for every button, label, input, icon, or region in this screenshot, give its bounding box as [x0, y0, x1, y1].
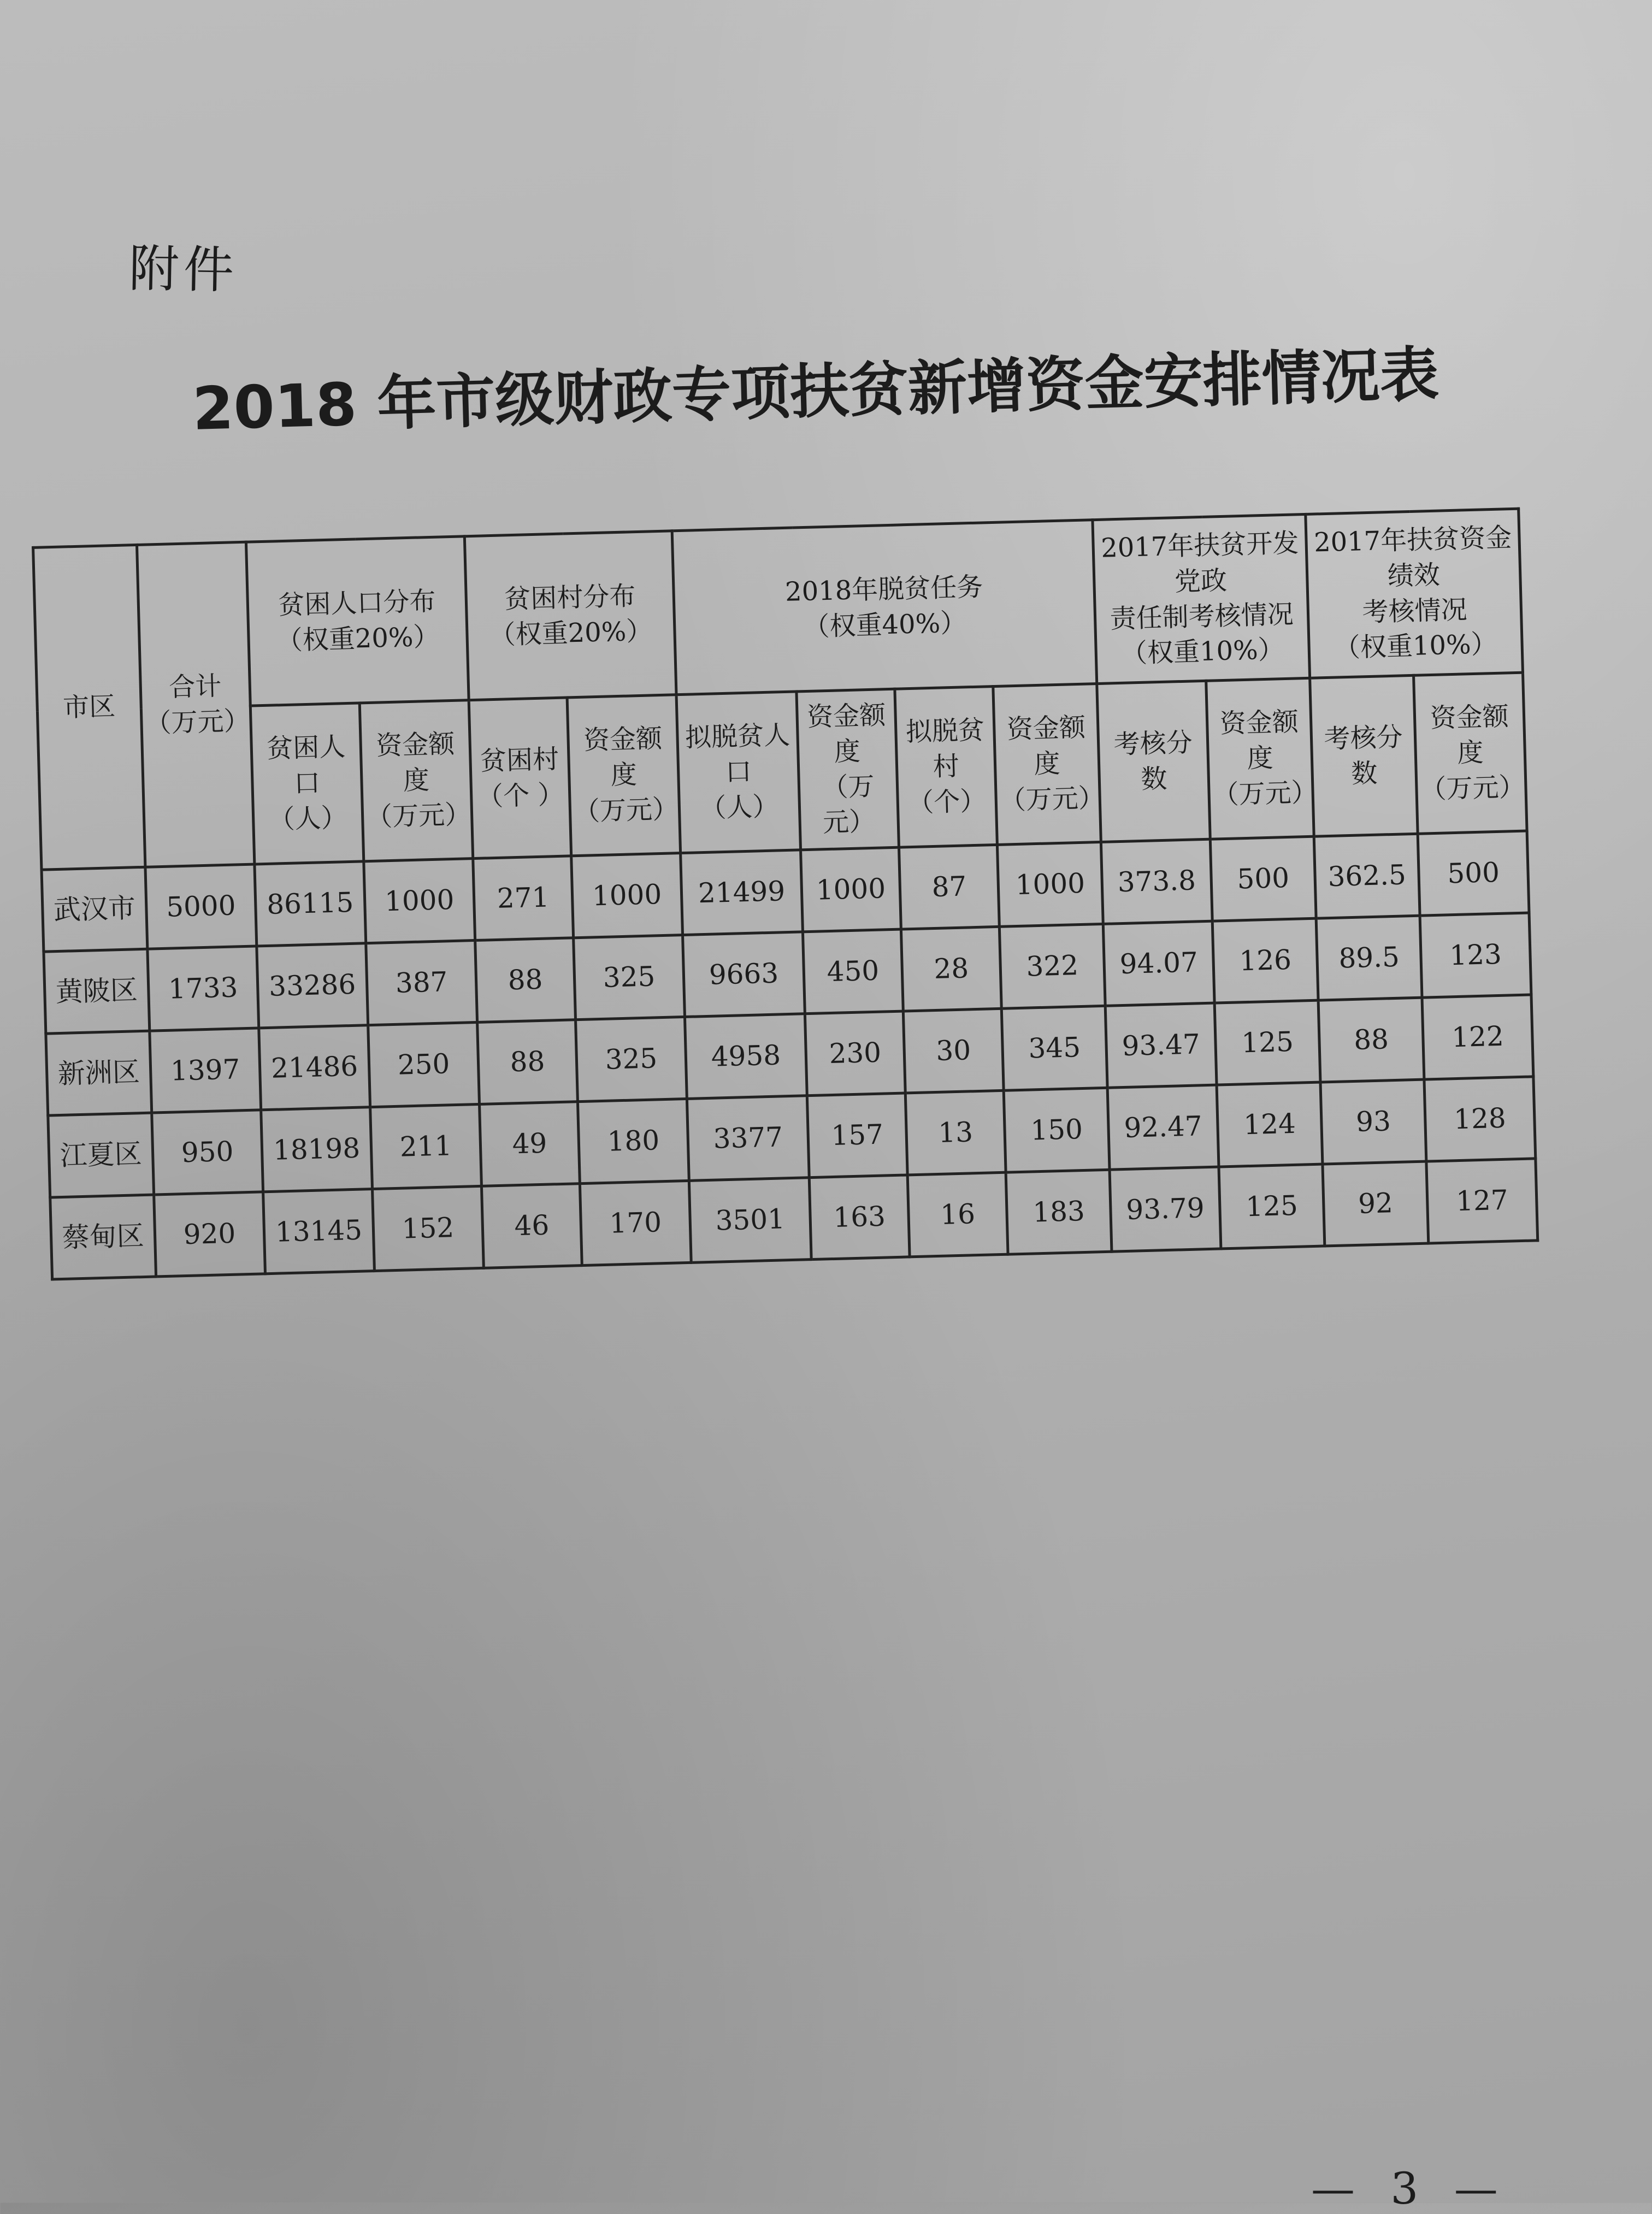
table-cell: 1733 — [148, 946, 259, 1031]
table-cell: 13145 — [263, 1189, 375, 1274]
table-cell: 325 — [576, 1017, 687, 1102]
table-cell: 122 — [1422, 995, 1533, 1079]
header-sub: 资金额度 （万元） — [567, 695, 681, 856]
table-cell: 123 — [1420, 913, 1531, 997]
table-cell: 157 — [807, 1093, 907, 1178]
table-cell: 950 — [152, 1110, 263, 1195]
table-cell: 49 — [480, 1102, 580, 1186]
header-sub: 考核分数 — [1097, 681, 1211, 842]
table-cell: 170 — [580, 1180, 691, 1265]
table-cell: 183 — [1006, 1170, 1112, 1254]
table-cell: 163 — [809, 1175, 910, 1260]
table-cell: 3501 — [689, 1178, 811, 1263]
table-cell: 387 — [366, 940, 477, 1025]
table-cell: 4958 — [685, 1014, 807, 1099]
header-total — [137, 542, 254, 867]
table-cell: 江夏区 — [48, 1113, 154, 1197]
header-sub: 拟脱贫村 （个） — [895, 687, 998, 848]
header-sub: 考核分数 — [1310, 675, 1418, 836]
table-cell: 18198 — [261, 1107, 373, 1192]
header-group-villages-label: 贫困村分布 （权重20%） — [488, 580, 653, 651]
table-cell: 345 — [1001, 1006, 1107, 1090]
table-cell: 3377 — [687, 1096, 809, 1181]
table-cell: 150 — [1004, 1088, 1110, 1172]
header-group-party-label: 2017年扶贫开发党政 责任制考核情况 （权重10%） — [1100, 528, 1300, 670]
table-cell: 1000 — [997, 842, 1103, 926]
table-cell: 362.5 — [1314, 834, 1420, 918]
table-cell: 21499 — [681, 850, 803, 935]
header-sub: 资金额度 （万元） — [1414, 672, 1527, 834]
table-cell: 126 — [1212, 918, 1318, 1003]
table-cell: 30 — [903, 1008, 1004, 1093]
header-sub: 资金额度 （万元） — [1206, 678, 1314, 839]
table-cell: 86115 — [255, 861, 366, 946]
table-cell: 92.47 — [1107, 1085, 1219, 1170]
table-cell: 325 — [574, 935, 685, 1020]
table-cell: 94.07 — [1103, 921, 1214, 1006]
page-title: 2018 年市级财政专项扶贫新增资金安排情况表 — [191, 340, 1440, 444]
header-sub: 贫困村 （个 ） — [469, 698, 571, 859]
header-group-population-label: 贫困人口分布 （权重20%） — [276, 586, 440, 656]
header-group-villages — [464, 531, 676, 700]
page-number: — 3 — — [1311, 2163, 1509, 2214]
table-cell: 500 — [1210, 836, 1316, 921]
table-cell: 124 — [1217, 1082, 1323, 1167]
attachment-label: 附件 — [128, 239, 239, 300]
header-region: 市区 — [33, 545, 145, 870]
table-cell: 152 — [373, 1186, 484, 1271]
header-group-perf — [1306, 509, 1523, 678]
table-cell: 9663 — [683, 932, 805, 1017]
header-sub: 拟脱贫人口 （人） — [676, 692, 801, 853]
table-cell: 93 — [1320, 1079, 1426, 1164]
table-cell: 180 — [577, 1099, 689, 1183]
table-cell: 88 — [475, 938, 576, 1023]
table-cell: 128 — [1424, 1077, 1536, 1161]
table-cell: 211 — [370, 1104, 482, 1189]
header-group-party — [1093, 514, 1310, 683]
table-cell: 125 — [1214, 1000, 1320, 1085]
table-cell: 92 — [1323, 1161, 1429, 1246]
header-group-population — [246, 536, 469, 706]
table-cell: 93.79 — [1110, 1167, 1221, 1251]
table-cell: 250 — [368, 1022, 480, 1107]
header-group-task-label: 2018年脱贫任务 （权重40%） — [784, 571, 983, 642]
table-cell: 920 — [154, 1192, 266, 1277]
table-cell: 87 — [899, 845, 1000, 929]
header-group-perf-label: 2017年扶贫资金绩效 考核情况 （权重10%） — [1313, 522, 1512, 664]
header-sub: 资金额度 （万元） — [796, 689, 899, 850]
table-cell: 1397 — [150, 1028, 261, 1113]
table-cell: 5000 — [145, 864, 257, 949]
header-group-task — [672, 520, 1097, 695]
table-cell: 黄陂区 — [44, 949, 150, 1034]
table-cell: 蔡甸区 — [50, 1195, 156, 1279]
table-cell: 93.47 — [1105, 1003, 1217, 1088]
header-sub: 资金额度 （万元） — [359, 700, 473, 861]
header-sub: 贫困人口 （人） — [250, 703, 364, 864]
table-cell: 322 — [999, 924, 1105, 1008]
table-cell: 21486 — [259, 1025, 370, 1110]
table-cell: 500 — [1418, 831, 1529, 916]
table-cell: 16 — [907, 1172, 1008, 1257]
table-cell: 125 — [1219, 1164, 1325, 1249]
table-cell: 230 — [805, 1011, 905, 1096]
table-cell: 88 — [1318, 997, 1424, 1082]
allocation-table-container — [32, 507, 1536, 1281]
table-cell: 46 — [481, 1184, 582, 1268]
table-cell: 28 — [901, 926, 1001, 1011]
table-cell: 271 — [473, 856, 574, 941]
table-cell: 1000 — [801, 847, 901, 932]
table-cell: 1000 — [571, 853, 683, 938]
table-cell: 13 — [905, 1090, 1006, 1175]
table-cell: 450 — [803, 929, 903, 1014]
table-cell: 武汉市 — [42, 867, 148, 952]
header-sub: 资金额度 （万元） — [993, 684, 1101, 845]
table-cell: 33286 — [257, 943, 368, 1028]
table-cell: 新洲区 — [46, 1031, 152, 1115]
table-cell: 89.5 — [1316, 916, 1422, 1000]
table-cell: 88 — [477, 1020, 578, 1105]
allocation-table — [32, 507, 1539, 1281]
table-cell: 373.8 — [1101, 839, 1212, 924]
table-cell: 1000 — [364, 859, 475, 943]
header-total-label: 合计 （万元） — [144, 670, 251, 739]
table-cell: 127 — [1426, 1159, 1538, 1243]
